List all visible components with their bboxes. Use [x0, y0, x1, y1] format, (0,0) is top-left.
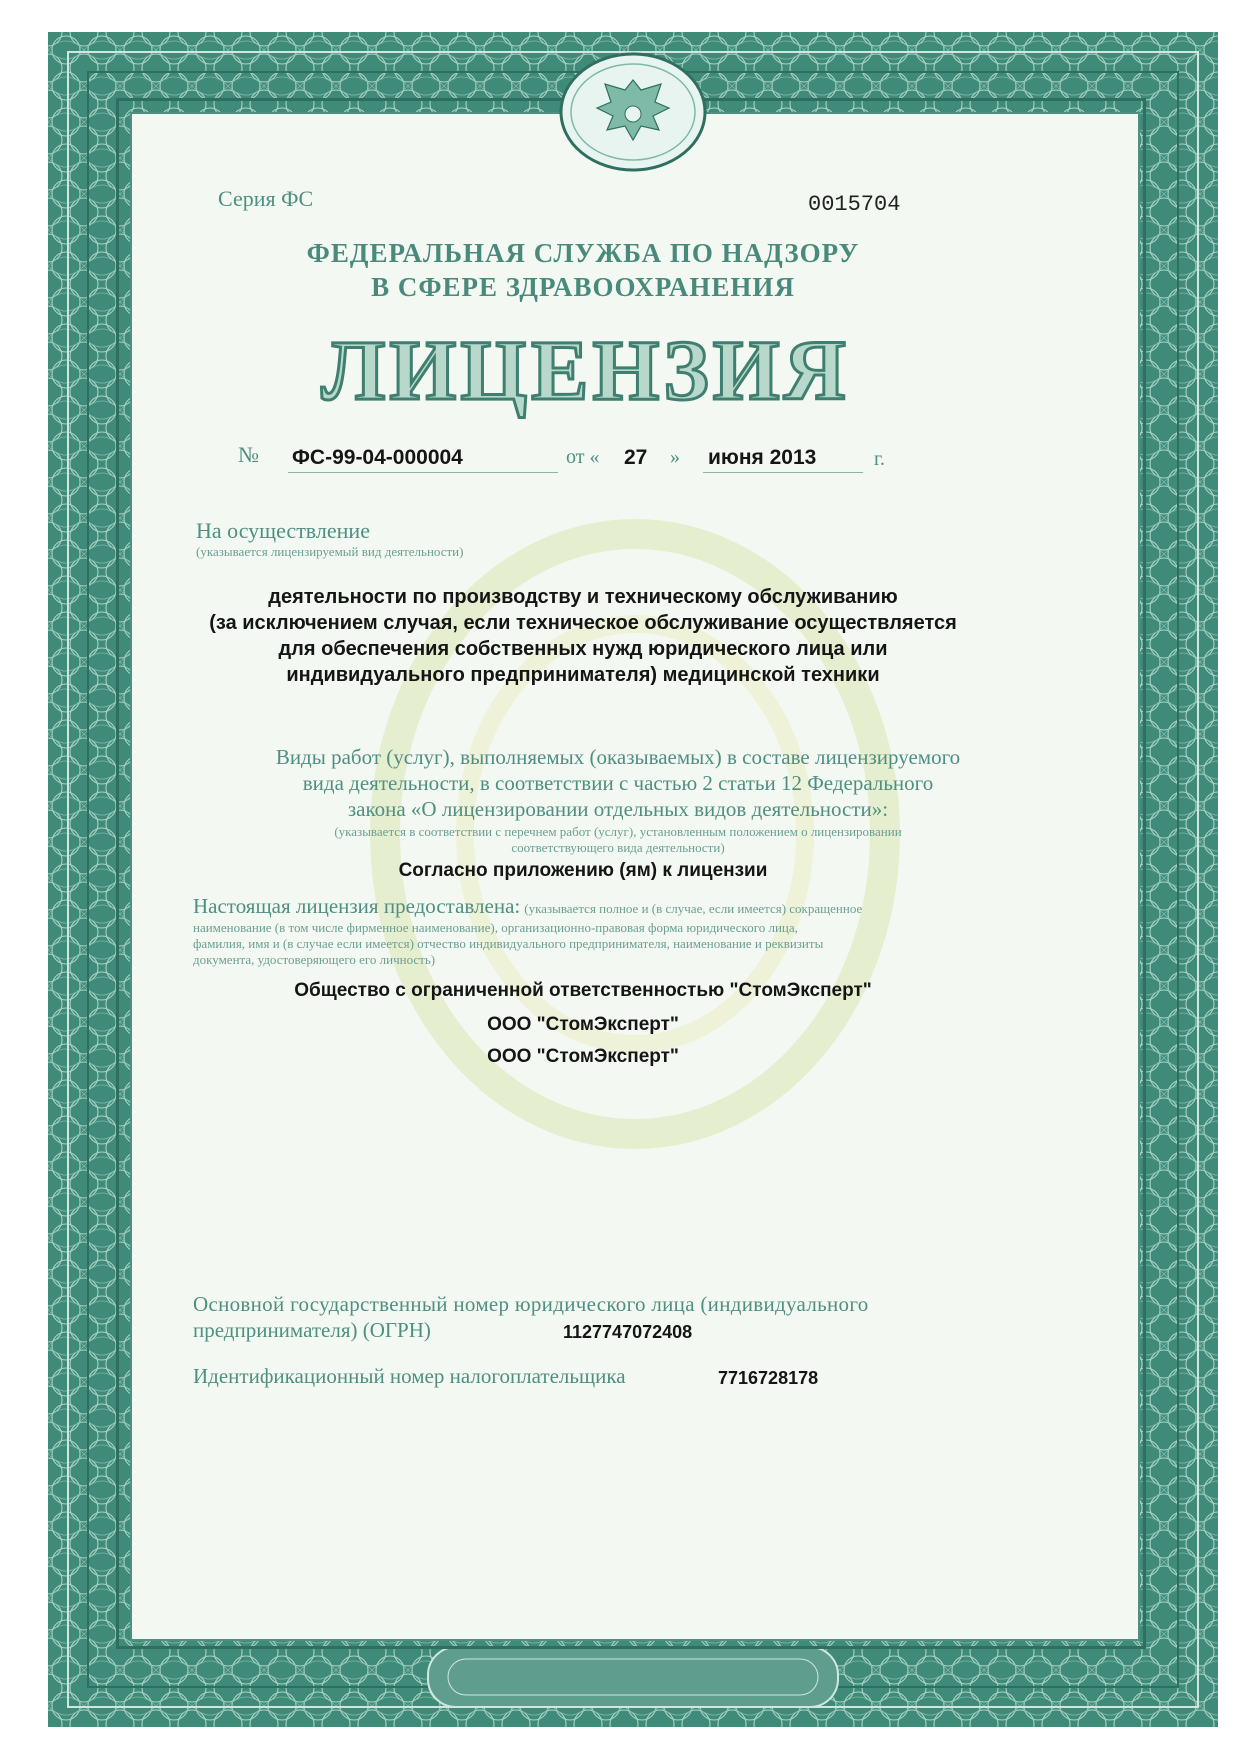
- licensee-hint-first: (указывается полное и (в случае, если имеется) сокращенное: [524, 901, 863, 916]
- licensee-short-name: ООО "СтомЭксперт": [487, 1014, 679, 1035]
- russian-double-headed-eagle-icon: [558, 52, 708, 172]
- activity-line: индивидуального предпринимателя) медицинской техники: [286, 664, 880, 686]
- licensee-full-name: Общество с ограниченной ответственностью "СтомЭксперт": [294, 980, 872, 1001]
- works-hint: [48, 824, 1188, 856]
- licensee-hint-line: наименование (в том числе фирменное наименование), организационно-правовая форма юридического лица,: [193, 920, 798, 935]
- licensee-hint: [193, 920, 1093, 968]
- licensee-hint-line: фамилия, имя и (в случае если имеется) отчество индивидуального предпринимателя, наименование и реквизиты: [193, 936, 824, 951]
- date-from-label: от «: [566, 446, 600, 468]
- works-hint-line: (указывается в соответствии с перечнем работ (услуг), установленным положением о лицензировании: [334, 824, 902, 839]
- licensee-label: Настоящая лицензия предоставлена:: [193, 894, 521, 918]
- licensee-label-block: [193, 894, 1093, 919]
- ogrn-label-line2: предпринимателя) (ОГРН): [193, 1318, 431, 1342]
- license-month-year: июня 2013: [708, 446, 817, 469]
- year-suffix: г.: [874, 448, 885, 470]
- series-label: Серия ФС: [218, 186, 314, 211]
- works-line: вида деятельности, в соответствии с частью 2 статьи 12 Федерального: [302, 771, 934, 795]
- works-line: Виды работ (услуг), выполняемых (оказываемых) в составе лицензируемого: [275, 745, 961, 769]
- activity-line: для обеспечения собственных нужд юридического лица или: [278, 638, 888, 660]
- works-line: закона «О лицензировании отдельных видов деятельности»:: [347, 797, 889, 821]
- ogrn-label-line1: Основной государственный номер юридического лица (индивидуального: [193, 1292, 869, 1316]
- serial-number: 0015704: [808, 192, 901, 217]
- license-number-underline: [288, 472, 558, 473]
- activity-label: На осуществление: [196, 518, 370, 543]
- license-sheet: [48, 32, 1218, 1727]
- activity-hint: (указывается лицензируемый вид деятельности): [196, 544, 464, 559]
- licensee-trade-name: ООО "СтомЭксперт": [487, 1046, 679, 1067]
- license-number: ФС-99-04-000004: [292, 446, 463, 469]
- activity-line: (за исключением случая, если техническое обслуживание осуществляется: [209, 612, 957, 634]
- works-hint-line: соответствующего вида деятельности): [511, 840, 725, 855]
- activity-line: деятельности по производству и техническому обслуживанию: [268, 586, 898, 608]
- date-day-close: »: [670, 446, 680, 468]
- ogrn-value: 1127747072408: [563, 1322, 693, 1342]
- agency-name-line2: В СФЕРЕ ЗДРАВООХРАНЕНИЯ: [371, 272, 795, 302]
- document-title: ЛИЦЕНЗИЯ: [321, 322, 850, 418]
- licensee-hint-line: документа, удостоверяющего его личность): [193, 952, 436, 967]
- agency-name-line1: ФЕДЕРАЛЬНАЯ СЛУЖБА ПО НАДЗОРУ: [306, 238, 860, 268]
- inn-value: 7716728178: [718, 1368, 819, 1388]
- works-value: Согласно приложению (ям) к лицензии: [398, 860, 768, 881]
- inn-label: Идентификационный номер налогоплательщика: [193, 1364, 626, 1388]
- license-date-underline: [703, 472, 863, 473]
- activity-text: [48, 584, 1118, 688]
- works-label: [48, 744, 1188, 822]
- license-day: 27: [624, 446, 648, 469]
- number-sign: №: [238, 442, 259, 467]
